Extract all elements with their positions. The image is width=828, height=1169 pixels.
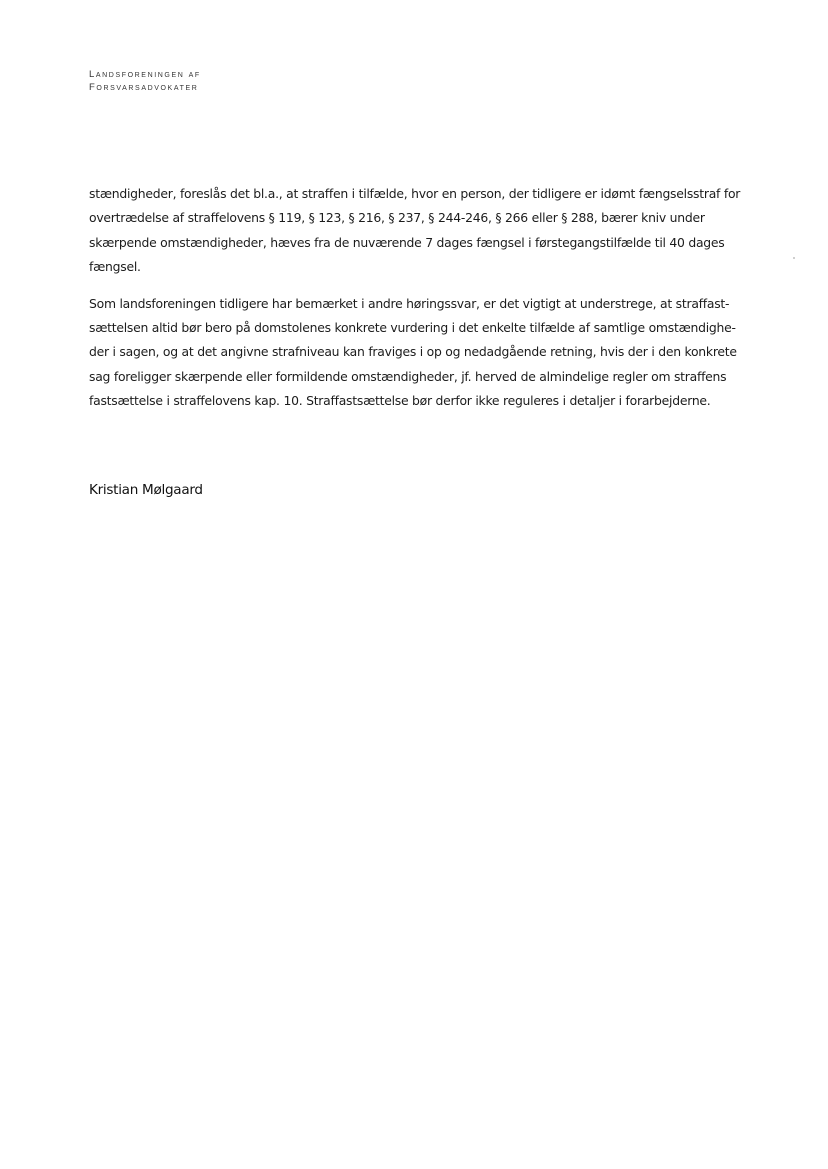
body-paragraph-1: stændigheder, foreslås det bl.a., at straffen i tilfælde, hvor en person, der tidligere er idømt fængselsstraf for overtrædelse af straffelovens § 119, § 123, § 216, § 237, § 244-246, § 266 eller § 288, bærer kniv under skærpende omstændigheder, hæves fra de nuværende 7 dages fængsel i førstegangstilfælde til 40 dages fængsel. (89, 186, 741, 275)
letterhead (89, 68, 201, 94)
letterhead-line-1: Landsforeningen af (89, 69, 201, 80)
letterhead-line-2: Forsvarsadvokater (89, 82, 199, 93)
scan-speck (793, 257, 795, 259)
signature-name: Kristian Mølgaard (89, 482, 203, 498)
body-paragraph-2: Som landsforeningen tidligere har bemærket i andre høringssvar, er det vigtigt at understrege, at straffast-sættelsen altid bør bero på domstolenes konkrete vurdering i det enkelte tilfælde af samtlige omstændighe-der i sagen, og at det angivne strafniveau kan fraviges i op og nedadgående retning, hvis der i den konkrete sag foreligger skærpende eller formildende omstændigheder, jf. herved de almindelige regler om straffens fastsættelse i straffelovens kap. 10. Straffastsættelse bør derfor ikke reguleres i detaljer i forarbejderne. (89, 295, 737, 409)
letter-body (89, 182, 749, 414)
